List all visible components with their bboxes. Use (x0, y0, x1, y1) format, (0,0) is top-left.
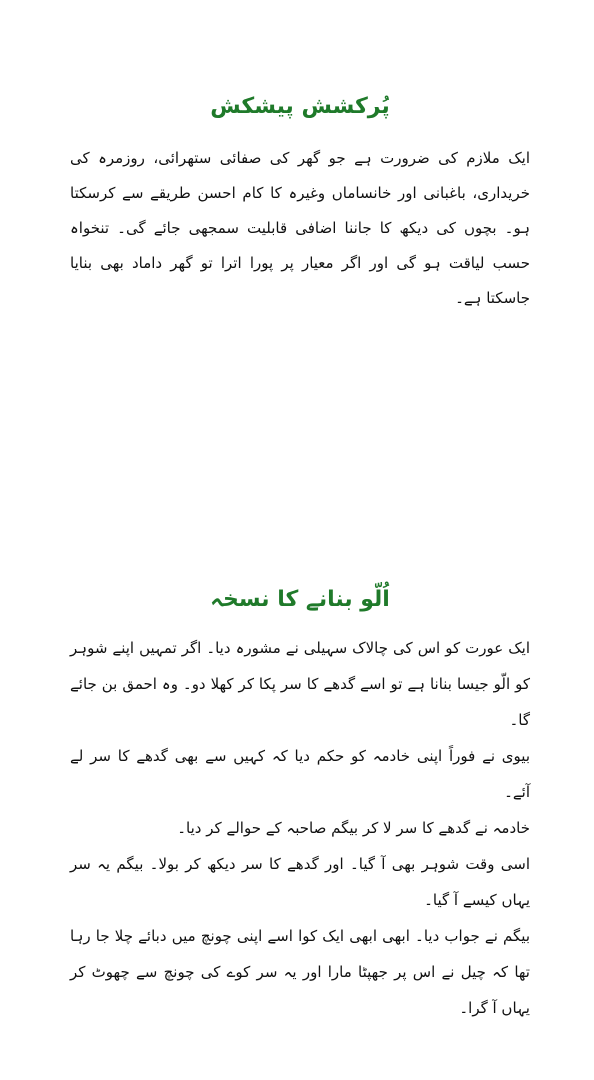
story-paragraph: خادمہ نے گدھے کا سر لا کر بیگم صاحبہ کے حوالے کر دیا۔ (177, 818, 530, 837)
owl-recipe-section (70, 585, 530, 1026)
story-paragraph: بیگم نے جواب دیا۔ ابھی ابھی ایک کوا اسے اپنی چونچ میں دبائے چلا جا رہا تھا کہ چیل نے اس پر جھپٹا مارا اور یہ سر کوے کی چونچ سے چھوٹ کر یہاں آ گرا۔ (70, 926, 530, 1017)
job-offer-body: ایک ملازم کی ضرورت ہے جو گھر کی صفائی ستھرائی، روزمرہ کی خریداری، باغبانی اور خانساماں وغیرہ کا کام احسن طریقے سے کرسکتا ہو۔ بچوں کی دیکھ کا جاننا اضافی قابلیت سمجھی جائے گی۔ تنخواہ حسب لیاقت ہو گی اور اگر معیار پر پورا اترا تو گھر داماد بھی بنایا جاسکتا ہے۔ (70, 148, 530, 307)
job-offer-section (70, 92, 530, 316)
story-paragraph: ایک عورت کو اس کی چالاک سہیلی نے مشورہ دیا۔ اگر تمہیں اپنے شوہر کو الّو جیسا بنانا ہے تو اسے گدھے کا سر پکا کر کھلا دو۔ وہ احمق بن جائے گا۔ (70, 638, 530, 729)
job-offer-title: پُرکشش پیشکش (210, 94, 390, 119)
owl-recipe-title: اُلّو بنانے کا نسخہ (210, 587, 390, 612)
story-paragraph: اسی وقت شوہر بھی آ گیا۔ اور گدھے کا سر دیکھ کر بولا۔ بیگم یہ سر یہاں کیسے آ گیا۔ (70, 854, 530, 909)
story-paragraph: بیوی نے فوراً اپنی خادمہ کو حکم دیا کہ کہیں سے بھی گدھے کا سر لے آئے۔ (70, 746, 530, 801)
